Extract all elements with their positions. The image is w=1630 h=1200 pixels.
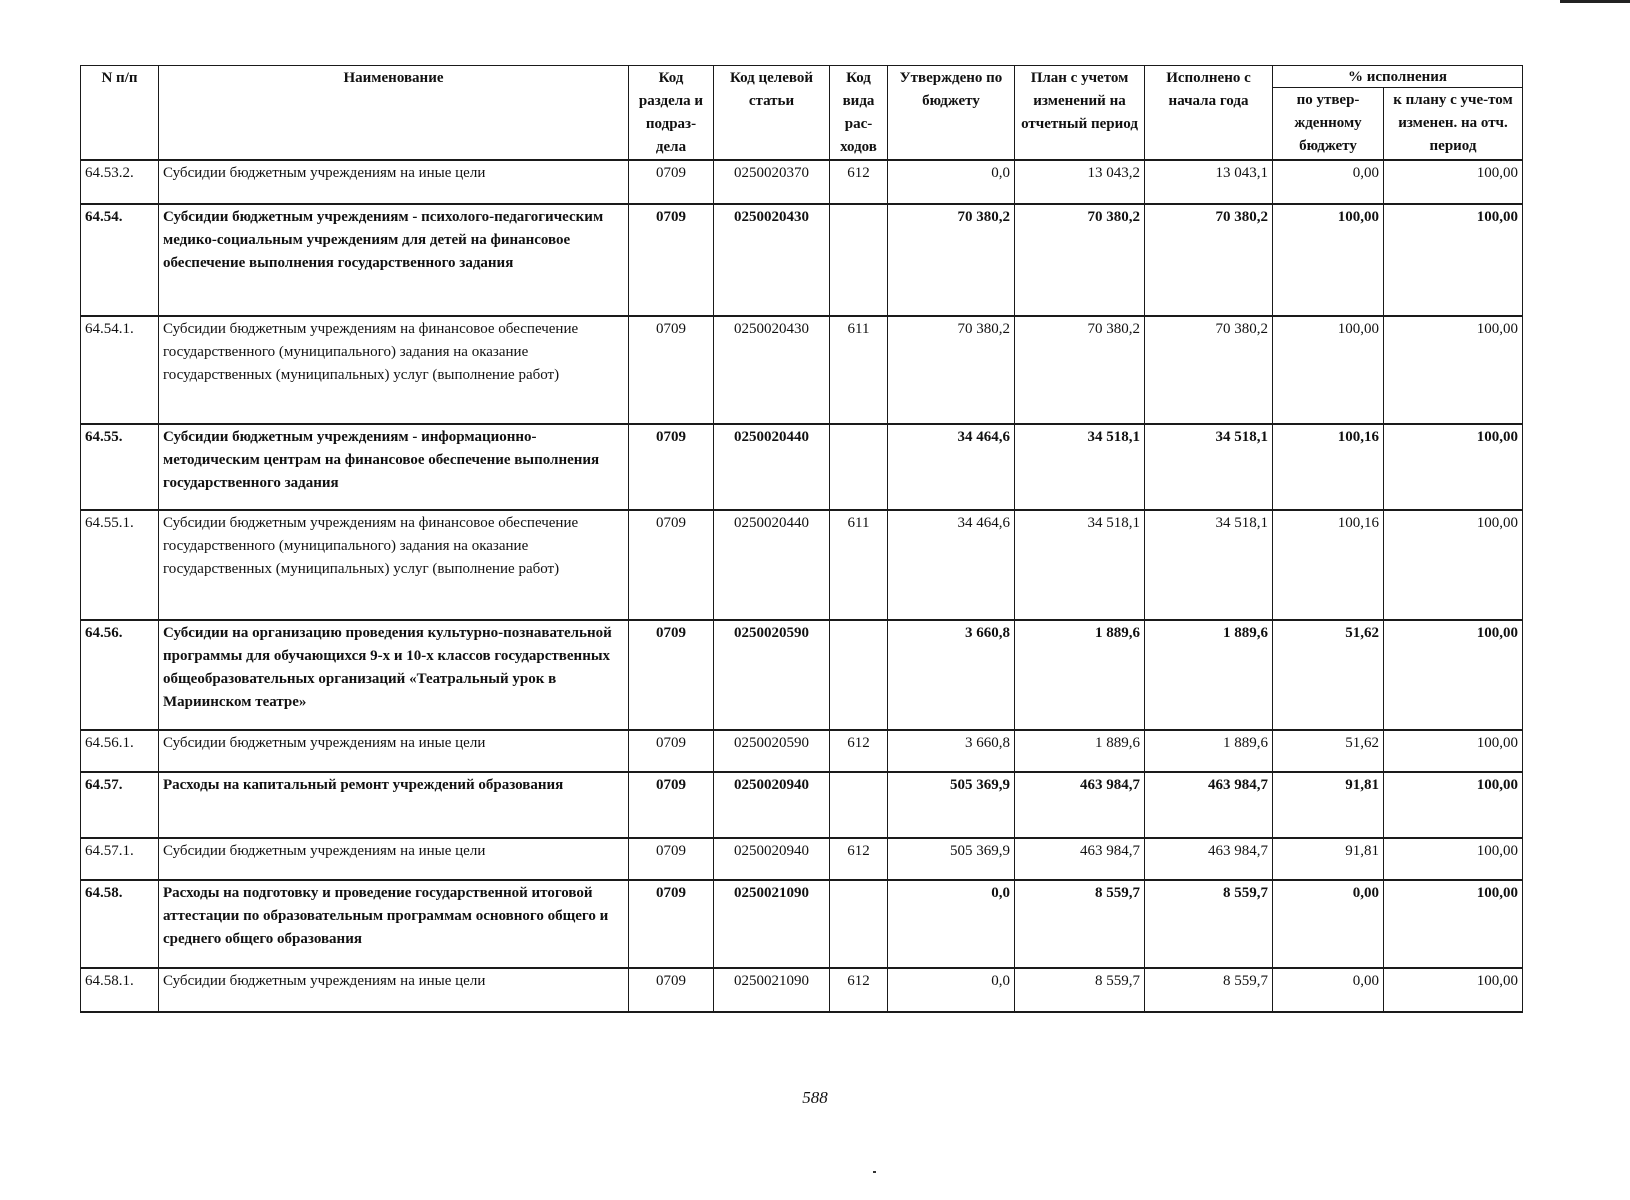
- header-pct-plan: к плану с уче-том изменен. на отч. период: [1384, 88, 1523, 161]
- header-executed: Исполнено с начала года: [1145, 66, 1273, 161]
- table-header: [81, 66, 1523, 161]
- row-approved: 3 660,8: [888, 730, 1015, 772]
- row-number: 64.55.1.: [81, 510, 159, 620]
- row-name: Субсидии на организацию проведения культурно-познавательной программы для обучающихся 9-х и 10-х классов государственных общеобразовательных организаций «Театральный урок в Мариинском театре»: [159, 620, 629, 730]
- row-expense-type: [830, 880, 888, 968]
- row-target-code: 0250021090: [714, 968, 830, 1012]
- row-name: Субсидии бюджетным учреждениям на финансовое обеспечение государственного (муниципального) задания на оказание государственных (муниципальных) услуг (выполнение работ): [159, 510, 629, 620]
- row-executed: 1 889,6: [1145, 620, 1273, 730]
- row-pct-approved: 91,81: [1273, 838, 1384, 880]
- table-row: [81, 620, 1523, 730]
- row-target-code: 0250020440: [714, 510, 830, 620]
- row-target-code: 0250020940: [714, 838, 830, 880]
- row-plan: 8 559,7: [1015, 968, 1145, 1012]
- row-executed: 8 559,7: [1145, 880, 1273, 968]
- row-name: Субсидии бюджетным учреждениям - психолого-педагогическим медико-социальным учреждениям для детей на финансовое обеспечение выполнения государственного задания: [159, 204, 629, 316]
- row-number: 64.58.: [81, 880, 159, 968]
- row-name: Расходы на капитальный ремонт учреждений образования: [159, 772, 629, 838]
- row-pct-plan: 100,00: [1384, 620, 1523, 730]
- row-expense-type: [830, 772, 888, 838]
- table-body: [81, 160, 1523, 1012]
- header-number: N п/п: [81, 66, 159, 161]
- row-name: Субсидии бюджетным учреждениям на иные цели: [159, 968, 629, 1012]
- header-pct-approved: по утвер-жденному бюджету: [1273, 88, 1384, 161]
- row-expense-type: 612: [830, 730, 888, 772]
- header-expense-type: Код вида рас-ходов: [830, 66, 888, 161]
- row-executed: 463 984,7: [1145, 772, 1273, 838]
- row-pct-approved: 51,62: [1273, 620, 1384, 730]
- row-approved: 505 369,9: [888, 772, 1015, 838]
- row-pct-approved: 0,00: [1273, 160, 1384, 204]
- row-approved: 505 369,9: [888, 838, 1015, 880]
- page-number: 588: [802, 1088, 828, 1107]
- row-name: Расходы на подготовку и проведение государственной итоговой аттестации по образовательным программам основного общего и среднего общего образования: [159, 880, 629, 968]
- row-number: 64.58.1.: [81, 968, 159, 1012]
- row-section-code: 0709: [629, 316, 714, 424]
- row-pct-approved: 91,81: [1273, 772, 1384, 838]
- table-row: [81, 316, 1523, 424]
- table-row: [81, 838, 1523, 880]
- row-expense-type: 611: [830, 510, 888, 620]
- row-section-code: 0709: [629, 880, 714, 968]
- row-number: 64.54.1.: [81, 316, 159, 424]
- row-pct-plan: 100,00: [1384, 880, 1523, 968]
- row-section-code: 0709: [629, 620, 714, 730]
- scan-edge-mark: [1560, 0, 1630, 3]
- row-approved: 70 380,2: [888, 204, 1015, 316]
- row-target-code: 0250020940: [714, 772, 830, 838]
- budget-table: [80, 65, 1523, 1013]
- row-expense-type: 612: [830, 968, 888, 1012]
- row-plan: 70 380,2: [1015, 204, 1145, 316]
- header-approved: Утверждено по бюджету: [888, 66, 1015, 161]
- row-plan: 1 889,6: [1015, 620, 1145, 730]
- row-number: 64.55.: [81, 424, 159, 510]
- scan-speck: [873, 1171, 876, 1173]
- header-section-code: Код раздела и подраз-дела: [629, 66, 714, 161]
- row-section-code: 0709: [629, 204, 714, 316]
- row-number: 64.53.2.: [81, 160, 159, 204]
- row-number: 64.56.: [81, 620, 159, 730]
- row-expense-type: 611: [830, 316, 888, 424]
- table-row: [81, 160, 1523, 204]
- header-target-code: Код целевой статьи: [714, 66, 830, 161]
- row-pct-plan: 100,00: [1384, 772, 1523, 838]
- row-number: 64.57.: [81, 772, 159, 838]
- row-expense-type: 612: [830, 160, 888, 204]
- row-section-code: 0709: [629, 510, 714, 620]
- row-executed: 70 380,2: [1145, 204, 1273, 316]
- row-pct-approved: 51,62: [1273, 730, 1384, 772]
- row-plan: 1 889,6: [1015, 730, 1145, 772]
- row-number: 64.54.: [81, 204, 159, 316]
- table-row: [81, 880, 1523, 968]
- table-row: [81, 730, 1523, 772]
- row-name: Субсидии бюджетным учреждениям на иные цели: [159, 838, 629, 880]
- row-approved: 3 660,8: [888, 620, 1015, 730]
- row-name: Субсидии бюджетным учреждениям на иные цели: [159, 730, 629, 772]
- row-section-code: 0709: [629, 772, 714, 838]
- row-target-code: 0250020430: [714, 204, 830, 316]
- row-section-code: 0709: [629, 730, 714, 772]
- row-number: 64.56.1.: [81, 730, 159, 772]
- row-name: Субсидии бюджетным учреждениям на финансовое обеспечение государственного (муниципального) задания на оказание государственных (муниципальных) услуг (выполнение работ): [159, 316, 629, 424]
- row-pct-approved: 100,16: [1273, 424, 1384, 510]
- table-row: [81, 424, 1523, 510]
- row-target-code: 0250020370: [714, 160, 830, 204]
- row-plan: 70 380,2: [1015, 316, 1145, 424]
- row-target-code: 0250021090: [714, 880, 830, 968]
- row-pct-approved: 100,00: [1273, 316, 1384, 424]
- row-pct-plan: 100,00: [1384, 204, 1523, 316]
- row-approved: 0,0: [888, 160, 1015, 204]
- row-pct-plan: 100,00: [1384, 316, 1523, 424]
- row-expense-type: [830, 620, 888, 730]
- row-pct-plan: 100,00: [1384, 730, 1523, 772]
- table-row: [81, 204, 1523, 316]
- row-expense-type: [830, 204, 888, 316]
- row-pct-approved: 100,16: [1273, 510, 1384, 620]
- header-percent-group: % исполнения: [1273, 66, 1523, 88]
- row-section-code: 0709: [629, 838, 714, 880]
- row-pct-plan: 100,00: [1384, 510, 1523, 620]
- row-approved: 34 464,6: [888, 510, 1015, 620]
- row-executed: 34 518,1: [1145, 424, 1273, 510]
- row-plan: 34 518,1: [1015, 424, 1145, 510]
- row-plan: 8 559,7: [1015, 880, 1145, 968]
- row-target-code: 0250020590: [714, 620, 830, 730]
- row-pct-plan: 100,00: [1384, 838, 1523, 880]
- row-pct-approved: 0,00: [1273, 880, 1384, 968]
- table-row: [81, 772, 1523, 838]
- row-executed: 1 889,6: [1145, 730, 1273, 772]
- row-approved: 34 464,6: [888, 424, 1015, 510]
- table-row: [81, 968, 1523, 1012]
- row-executed: 70 380,2: [1145, 316, 1273, 424]
- row-target-code: 0250020590: [714, 730, 830, 772]
- row-plan: 463 984,7: [1015, 838, 1145, 880]
- row-executed: 13 043,1: [1145, 160, 1273, 204]
- row-plan: 463 984,7: [1015, 772, 1145, 838]
- row-section-code: 0709: [629, 424, 714, 510]
- row-section-code: 0709: [629, 968, 714, 1012]
- row-name: Субсидии бюджетным учреждениям на иные цели: [159, 160, 629, 204]
- header-plan: План с учетом изменений на отчетный период: [1015, 66, 1145, 161]
- row-pct-plan: 100,00: [1384, 160, 1523, 204]
- row-approved: 70 380,2: [888, 316, 1015, 424]
- row-target-code: 0250020440: [714, 424, 830, 510]
- row-executed: 8 559,7: [1145, 968, 1273, 1012]
- row-executed: 463 984,7: [1145, 838, 1273, 880]
- row-plan: 34 518,1: [1015, 510, 1145, 620]
- row-pct-approved: 100,00: [1273, 204, 1384, 316]
- row-plan: 13 043,2: [1015, 160, 1145, 204]
- row-name: Субсидии бюджетным учреждениям - информационно-методическим центрам на финансовое обеспечение выполнения государственного задания: [159, 424, 629, 510]
- row-expense-type: 612: [830, 838, 888, 880]
- row-executed: 34 518,1: [1145, 510, 1273, 620]
- row-approved: 0,0: [888, 968, 1015, 1012]
- row-approved: 0,0: [888, 880, 1015, 968]
- row-expense-type: [830, 424, 888, 510]
- row-target-code: 0250020430: [714, 316, 830, 424]
- row-pct-plan: 100,00: [1384, 424, 1523, 510]
- header-name: Наименование: [159, 66, 629, 161]
- row-number: 64.57.1.: [81, 838, 159, 880]
- row-pct-plan: 100,00: [1384, 968, 1523, 1012]
- row-pct-approved: 0,00: [1273, 968, 1384, 1012]
- row-section-code: 0709: [629, 160, 714, 204]
- table-row: [81, 510, 1523, 620]
